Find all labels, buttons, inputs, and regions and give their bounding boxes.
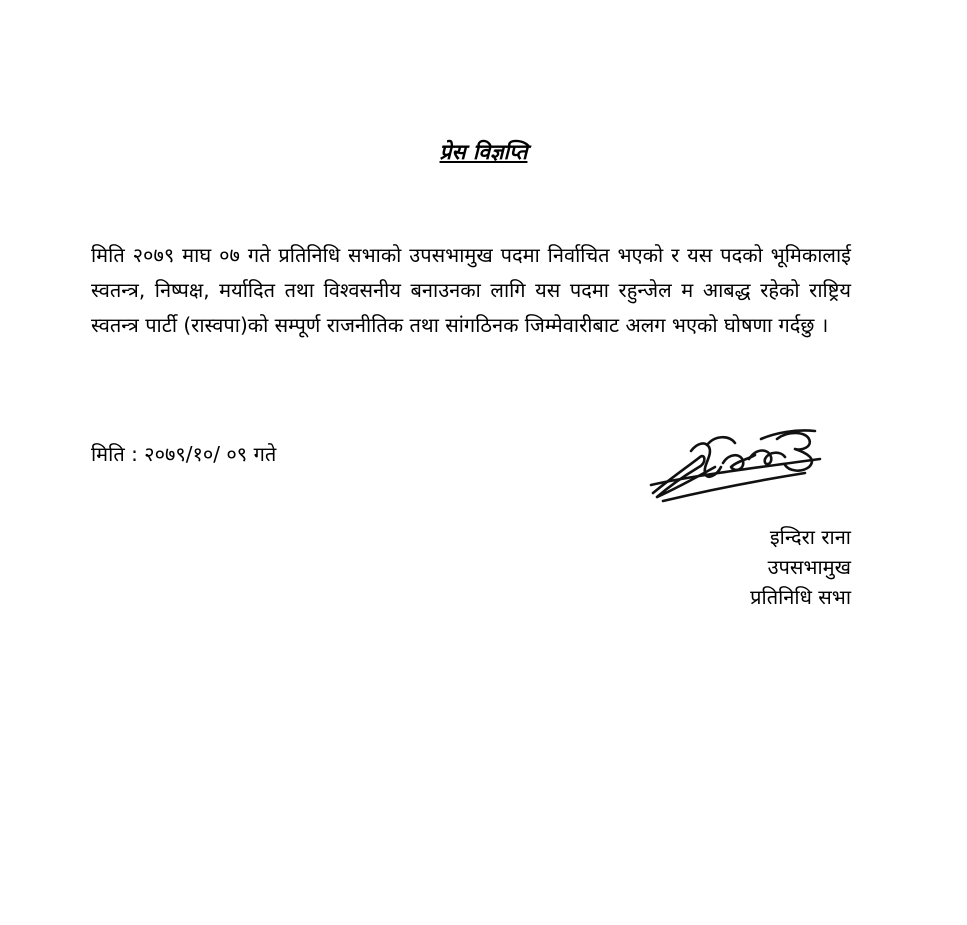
signatory-office: प्रतिनिधि सभा xyxy=(750,585,851,609)
signatory-name: इन्दिरा राना xyxy=(769,525,851,549)
date-line: मिति : २०७९/१०/ ०९ गते xyxy=(91,442,277,466)
signatory-block xyxy=(750,522,851,612)
page-title: प्रेस विज्ञप्ति xyxy=(439,140,528,164)
signature-image xyxy=(645,415,835,515)
signatory-designation: उपसभामुख xyxy=(767,555,851,579)
announcement-body: मिति २०७९ माघ ०७ गते प्रतिनिधि सभाको उपसभामुख पदमा निर्वाचित भएको र यस पदको भूमिकालाई स्वतन्त्र, निष्पक्ष, मर्यादित तथा विश्वसनीय बनाउनका लागि यस पदमा रहुन्जेल म आबद्ध रहेको राष्ट्रिय स्वतन्त्र पार्टी (रास्वपा)को सम्पूर्ण राजनीतिक तथा सांगठिनक जिम्मेवारीबाट अलग भएको घोषणा गर्दछु । xyxy=(91,243,851,337)
